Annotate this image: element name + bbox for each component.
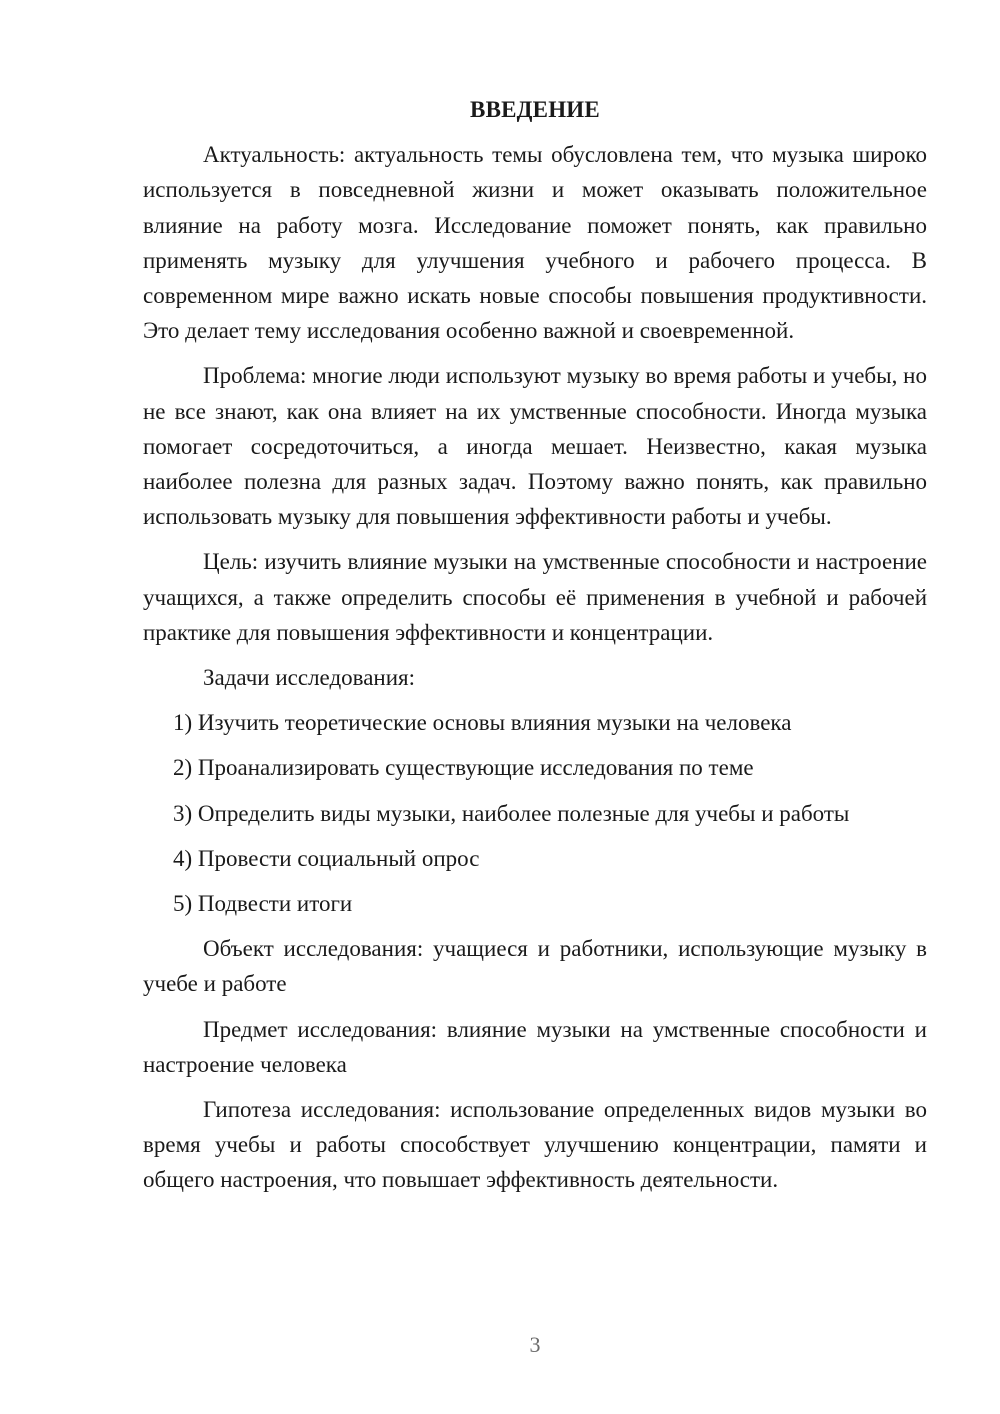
goal-paragraph: Цель: изучить влияние музыки на умственные способности и настроение учащихся, а также определить способы её применения в учебной и рабочей практике для повышения эффективности и концентрации.	[143, 549, 927, 645]
tasks-list	[143, 705, 927, 921]
task-item: 1) Изучить теоретические основы влияния музыки на человека	[173, 710, 792, 736]
task-item: 3) Определить виды музыки, наиболее полезные для учебы и работы	[173, 800, 850, 826]
hypothesis-paragraph: Гипотеза исследования: использование определенных видов музыки во время учебы и работы способствует улучшению концентрации, памяти и общего настроения, что повышает эффективность деятельности.	[143, 1097, 927, 1193]
tasks-heading: Задачи исследования:	[203, 665, 416, 691]
problem-paragraph: Проблема: многие люди используют музыку во время работы и учебы, но не все знают, как она влияет на их умственные способности. Иногда музыка помогает сосредоточиться, а иногда мешает. Неизвестно, какая музыка наиболее полезна для разных задач. Поэтому важно понять, как правильно использовать музыку для повышения эффективности работы и учебы.	[143, 363, 927, 530]
page-title: ВВЕДЕНИЕ	[470, 97, 600, 122]
task-item: 4) Провести социальный опрос	[173, 845, 480, 871]
page-number: 3	[529, 1332, 541, 1357]
object-paragraph: Объект исследования: учащиеся и работники, использующие музыку в учебе и работе	[143, 936, 927, 997]
task-item: 5) Подвести итоги	[173, 891, 353, 917]
document-page	[143, 92, 927, 1208]
relevance-paragraph: Актуальность: актуальность темы обусловлена тем, что музыка широко используется в повседневной жизни и может оказывать положительное влияние на работу мозга. Исследование поможет понять, как правильно применять музыку для улучшения учебного и рабочего процесса. В современном мире важно искать новые способы повышения продуктивности. Это делает тему исследования особенно важной и своевременной.	[143, 142, 927, 344]
task-item: 2) Проанализировать существующие исследования по теме	[173, 755, 754, 781]
subject-paragraph: Предмет исследования: влияние музыки на умственные способности и настроение человека	[143, 1016, 927, 1077]
